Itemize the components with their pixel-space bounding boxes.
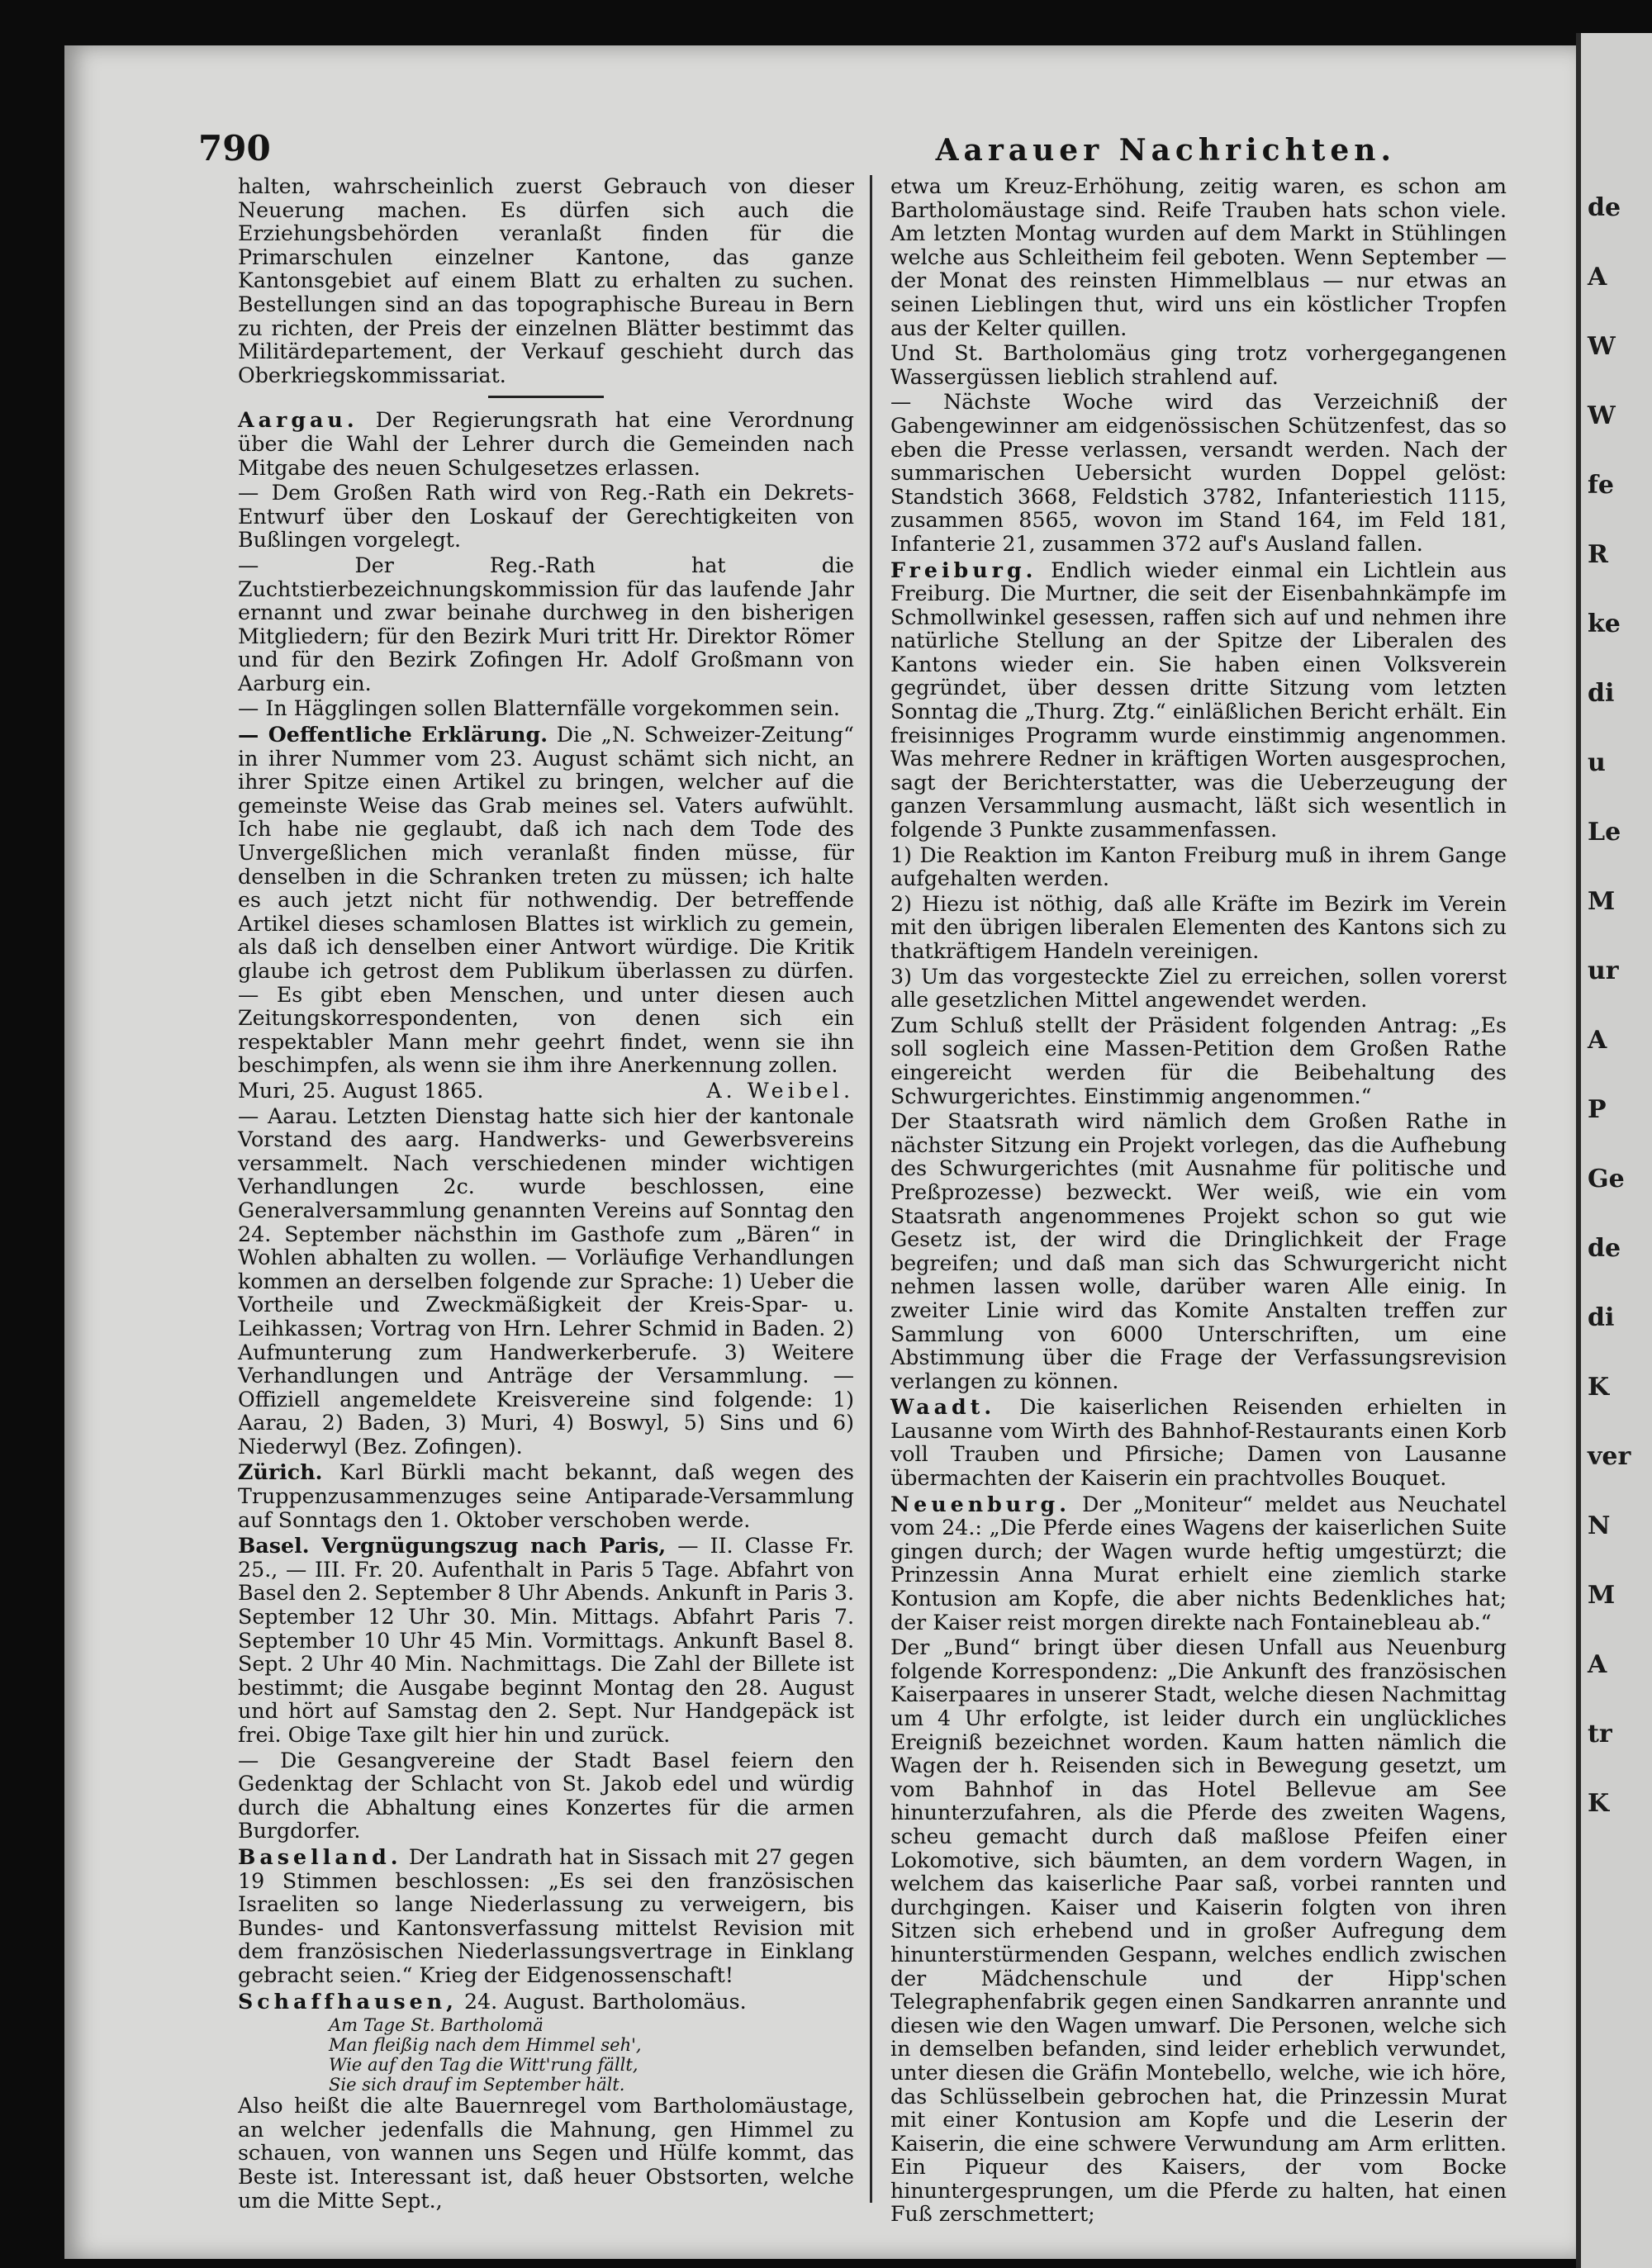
next-page-edge	[1576, 33, 1652, 2268]
edge-fragment: ver	[1588, 1442, 1631, 1471]
article-paragraph: — Aarau. Letzten Dienstag hatte sich hier der kantonale Vorstand des aarg. Handwerks- und Gewerbsvereins versammelt. Nach verschiedenen minder wichtigen Verhandlungen 2c. wurde beschlossen, eine Generalversammlung genannten Vereins auf Sonntag den 24. September nächsthin im Gasthofe zum „Bären“ in Wohlen abhalten zu wollen. — Vorläufige Verhandlungen kommen an derselben folgende zur Sprache: 1) Ueber die Vortheile und Zweckmäßigkeit der Kreis-Spar- u. Leihkassen; Vortrag von Hrn. Lehrer Schmid in Baden. 2) Aufmunterung zum Handwerkerberufe. 3) Weitere Verhandlungen und Anträge der Versammlung. — Offiziell angemeldete Kreisvereine sind folgende: 1) Aarau, 2) Baden, 3) Muri, 4) Boswyl, 5) Sins und 6) Niederwyl (Bez. Zofingen).	[238, 1103, 854, 1459]
edge-fragment: tr	[1588, 1720, 1612, 1748]
edge-fragment: R	[1588, 540, 1608, 569]
article-paragraph: 2) Hiezu ist nöthig, daß alle Kräfte im Bezirk im Verein mit den übrigen liberalen Elementen des Kantons sich zu thatkräftigem Handeln vereinigen.	[890, 891, 1507, 963]
column-rule	[870, 175, 872, 2203]
article-paragraph: Der Staatsrath wird nämlich dem Großen Rathe in nächster Sitzung ein Projekt vorlegen, das die Aufhebung des Schwurgerichtes (mit Ausnahme für politische und Preßprozesse) bezweckt. Wer weiß, wie ein vom Staatsrath angenommenes Projekt schon so gut wie Gesetz ist, der wird die Dringlichkeit der Frage begreifen; und daß man sich das Schwurgericht nicht nehmen lassen wolle, darüber waren Alle einig. In zweiter Linie wird das Komite Anstalten treffen zur Sammlung von 6000 Unterschriften, um eine Abstimmung über die Frage der Verfassungsrevision verlangen zu können.	[890, 1109, 1507, 1393]
verse-line: Man fleißig nach dem Himmel seh',	[329, 2035, 642, 2056]
dateline: Freiburg.	[890, 557, 1037, 582]
edge-fragment: ur	[1588, 956, 1619, 985]
edge-fragment: de	[1588, 1234, 1621, 1263]
edge-fragment: di	[1588, 679, 1615, 708]
signature-line	[238, 1079, 854, 1103]
edge-fragment: u	[1588, 748, 1606, 777]
page-number: 790	[198, 128, 271, 168]
article-paragraph: 1) Die Reaktion im Kanton Freiburg muß in ihrem Gange aufgehalten werden.	[890, 842, 1507, 891]
article-paragraph: Neuenburg. Der „Moniteur“ meldet aus Neuchatel vom 24.: „Die Pferde eines Wagens der kaiserlichen Suite gingen durch; der Wagen wurde heftig umgestürzt; die Prinzessin Anna Murat erhielt eine ziemlich starke Kontusion am Kopfe, die aber nichts Bedenkliches hat; der Kaiser reist morgen direkte nach Fontainebleau ab.“	[890, 1491, 1507, 1635]
section-divider	[488, 396, 604, 398]
edge-fragment: fe	[1588, 471, 1614, 500]
dateline: Aargau.	[238, 407, 358, 433]
dateline: Basel. Vergnügungszug nach Paris,	[238, 1533, 667, 1559]
newspaper-title: Aarauer Nachrichten.	[935, 133, 1396, 168]
edge-fragment: M	[1588, 1581, 1616, 1610]
dateline: Zürich.	[238, 1459, 323, 1485]
article-paragraph: Schaffhausen, 24. August. Bartholomäus.	[238, 1988, 747, 2014]
edge-fragment: P	[1588, 1095, 1607, 1124]
article-paragraph: Zum Schluß stellt der Präsident folgenden Antrag: „Es soll sogleich eine Massen-Petition dem Großen Rathe eingereicht werden für die Beibehaltung des Schwurgerichtes. Einstimmig angenommen.“	[890, 1013, 1507, 1108]
edge-fragment: W	[1588, 332, 1616, 361]
verse-line: Wie auf den Tag die Witt'rung fällt,	[329, 2055, 638, 2076]
article-paragraph: — Der Reg.-Rath hat die Zuchtstierbezeichnungskommission für das laufende Jahr ernannt und zwar beinahe durchweg in den bisherigen Mitgliedern; für den Bezirk Muri tritt Hr. Direktor Römer und für den Bezirk Zofingen Hr. Adolf Großmann von Aarburg ein.	[238, 553, 854, 695]
left-column	[238, 175, 854, 2214]
article-paragraph: 3) Um das vorgesteckte Ziel zu erreichen, sollen vorerst alle gesetzlichen Mittel angewendet werden.	[890, 964, 1507, 1013]
signoff-place: Muri, 25. August 1865.	[238, 1078, 484, 1103]
edge-fragment: ke	[1588, 610, 1621, 638]
edge-fragment: A	[1588, 1026, 1607, 1055]
edge-fragment: de	[1588, 193, 1621, 222]
article-paragraph: — Nächste Woche wird das Verzeichniß der Gabengewinner am eidgenössischen Schützenfest, das so eben die Presse verlassen, versandt werden. Nach der summarischen Uebersicht wurden Doppel gelöst: Standstich 3668, Feldstich 3782, Infanteriestich 1115, zusammen 8565, wovon im Stand 164, im Feld 181, Infanterie 21, zusammen 372 auf's Ausland fallen.	[890, 390, 1507, 556]
page-header	[198, 128, 1528, 178]
edge-fragment: A	[1588, 263, 1607, 292]
article-paragraph: — Die Gesangvereine der Stadt Basel feiern den Gedenktag der Schlacht von St. Jakob edel und würdig durch die Abhaltung eines Konzertes für die armen Burgdorfer.	[238, 1748, 854, 1843]
edge-fragment: K	[1588, 1373, 1610, 1402]
edge-fragment: N	[1588, 1511, 1611, 1540]
edge-fragment: A	[1588, 1650, 1607, 1679]
article-paragraph: Der „Bund“ bringt über diesen Unfall aus Neuenburg folgende Korrespondenz: „Die Ankunft des französischen Kaiserpaares in unserer Stadt, welche diesen Nachmittag um 4 Uhr erfolgte, ist leider durch ein unglückliches Ereigniß bezeichnet worden. Kaum hatten nämlich die Wagen der h. Reisenden sich in Bewegung gesetzt, um vom Bahnhof in das Hotel Bellevue am See hinunterzufahren, als die Pferde des zweiten Wagens, scheu gemacht durch daß maßlose Pfeifen einer Lokomotive, sich bäumten, an dem vordern Wagen, in welchem das kaiserliche Paar saß, vorbei rannten und durchgingen. Kaiser und Kaiserin folgten von ihren Sitzen sich erhebend und in großer Aufregung dem hinunterstürmenden Gespann, welches endlich zwischen der Mädchenschule und der Hipp'schen Telegraphenfabrik gegen einen Sandkarren anrannte und diesen wie den Wagen umwarf. Die Personen, welche sich in demselben befanden, sind leider erheblich verwundet, unter diesen die Gräfin Montebello, welche, wie ich höre, das Schlüsselbein gebrochen hat, die Prinzessin Murat mit einer Kontusion am Kopfe und die Leserin der Kaiserin, die eine schwere Verwundung am Arm erlitten. Ein Piqueur des Kaisers, der vom Bocke hinuntergesprungen, um die Pferde zu halten, hat einen Fuß zerschmettert;	[890, 1635, 1507, 2227]
article-paragraph: Also heißt die alte Bauernregel vom Bartholomäustage, an welcher jedenfalls die Mahnung, gen Himmel zu schauen, von wannen uns Segen und Hülfe kommt, das Beste ist. Interessant ist, daß heuer Obstsorten, welche um die Mitte Sept.,	[238, 2094, 854, 2213]
article-paragraph: etwa um Kreuz-Erhöhung, zeitig waren, es schon am Bartholomäustage sind. Reife Trauben hats schon viele. Am letzten Montag wurden auf dem Markt in Stühlingen welche aus Schleitheim feil geboten. Wenn September — der Monat des reinsten Himmelblaus — nur etwas an seinen Lieblingen thut, wird uns ein köstlicher Tropfen aus der Kelter quillen.	[890, 174, 1507, 340]
edge-fragment: K	[1588, 1789, 1610, 1818]
article-paragraph: — Oeffentliche Erklärung. Die „N. Schweizer-Zeitung“ in ihrer Nummer vom 23. August schämt sich nicht, an ihrer Spitze einen Artikel zu bringen, welcher auf die gemeinste Weise das Grab meines sel. Vaters aufwühlt. Ich habe nie geglaubt, daß ich nach dem Tode des Unvergeßlichen mich veranlaßt finden müsse, für denselben in die Schranken treten zu müssen; ich halte es auch jetzt nicht für nothwendig. Der betreffende Artikel dieses schamlosen Blattes ist wirklich zu gemein, als daß ich denselben einer Antwort würdige. Die Kritik glaube ich getrost dem Publikum überlassen zu dürfen. — Es gibt eben Menschen, und unter diesen auch Zeitungskorrespondenten, von denen sich ein respektabler Mann mehr geehrt findet, wenn sie ihn beschimpfen, als wenn sie ihm ihre Anerkennung zollen.	[238, 722, 854, 1078]
right-column	[890, 175, 1507, 2228]
edge-fragment: M	[1588, 887, 1616, 916]
edge-fragment: di	[1588, 1303, 1615, 1332]
article-paragraph: Zürich. Karl Bürkli macht bekannt, daß wegen des Truppenzusammenzuges seine Antiparade-Versammlung auf Sonntags den 1. Oktober verschoben werde.	[238, 1459, 854, 1532]
dateline: — Oeffentliche Erklärung.	[238, 722, 548, 747]
article-paragraph: — In Hägglingen sollen Blatternfälle vorgekommen sein.	[238, 696, 840, 721]
article-paragraph: Aargau. Der Regierungsrath hat eine Verordnung über die Wahl der Lehrer durch die Gemeinden nach Mitgabe des neuen Schulgesetzes erlassen.	[238, 407, 854, 480]
edge-fragment: W	[1588, 401, 1616, 430]
article-paragraph: Basel. Vergnügungszug nach Paris, — II. Classe Fr. 25., — III. Fr. 20. Aufenthalt in Paris 5 Tage. Abfahrt von Basel den 2. September 8 Uhr Abends. Ankunft in Paris 3. September 12 Uhr 30. Min. Mittags. Abfahrt Paris 7. September 10 Uhr 45 Min. Vormittags. Ankunft Basel 8. Sept. 2 Uhr 40 Min. Nachmittags. Die Zahl der Billete ist bestimmt; die Ausgabe beginnt Montag den 28. August und hört auf Samstag den 2. Sept. Nur Handgepäck ist frei. Obige Taxe gilt hier hin und zurück.	[238, 1533, 855, 1747]
verse-line: Am Tage St. Bartholomä	[329, 2015, 544, 2036]
verse-line: Sie sich drauf im September hält.	[329, 2075, 625, 2095]
article-paragraph: halten, wahrscheinlich zuerst Gebrauch von dieser Neuerung machen. Es dürfen sich auch die Erziehungsbehörden veranlaßt finden für die Primarschulen einzelner Kantone, das ganze Kantonsgebiet auf einem Blatt zu erhalten zu suchen. Bestellungen sind an das topographische Bureau in Bern zu richten, der Preis der einzelnen Blätter bestimmt das Militärdepartement, der Verkauf geschieht durch das Oberkriegskommissariat.	[238, 174, 854, 387]
signoff-name: A. Weibel.	[706, 1078, 854, 1103]
dateline: Schaffhausen,	[238, 1988, 458, 2014]
article-paragraph: Baselland. Der Landrath hat in Sissach mit 27 gegen 19 Stimmen beschlossen: „Es sei den französischen Israeliten so lange Niederlassung zu verweigern, bis Bundes- und Kantonsverfassung mittelst Revision mit dem französischen Niederlassungsvertrage in Einklang gebracht seien.“ Krieg der Eidgenossenschaft!	[238, 1843, 854, 1987]
article-paragraph: Waadt. Die kaiserlichen Reisenden erhielten in Lausanne vom Wirth des Bahnhof-Restaurants einen Korb voll Trauben und Pfirsiche; Damen von Lausanne übermachten der Kaiserin ein prachtvolles Bouquet.	[890, 1394, 1507, 1491]
article-paragraph: Und St. Bartholomäus ging trotz vorhergegangenen Wassergüssen lieblich strahlend auf.	[890, 341, 1507, 389]
article-paragraph: Freiburg. Endlich wieder einmal ein Lichtlein aus Freiburg. Die Murtner, die seit der Eisenbahnkämpfe im Schmollwinkel gesessen, raffen sich auf und nehmen ihre natürliche Stellung an der Spitze der Liberalen des Kantons wieder ein. Sie haben einen Volksverein gegründet, über dessen dritte Sitzung vom letzten Sonntag die „Thurg. Ztg.“ einläßlichen Bericht erhält. Ein freisinniges Programm wurde einstimmig angenommen. Was mehrere Redner in kräftigen Worten ausgesprochen, sagt der Berichterstatter, was die Ueberzeugung der ganzen Versammlung ausmacht, läßt sich wesentlich in folgende 3 Punkte zusammenfassen.	[890, 557, 1507, 842]
edge-fragment: Le	[1588, 818, 1621, 847]
dateline: Baselland.	[238, 1843, 402, 1869]
dateline: Neuenburg.	[890, 1491, 1070, 1516]
edge-fragment: Ge	[1588, 1165, 1625, 1193]
article-paragraph: — Dem Großen Rath wird von Reg.-Rath ein Dekrets-Entwurf über den Loskauf der Gerechtigkeiten von Bußlingen vorgelegt.	[238, 481, 854, 553]
dateline: Waadt.	[890, 1394, 996, 1420]
